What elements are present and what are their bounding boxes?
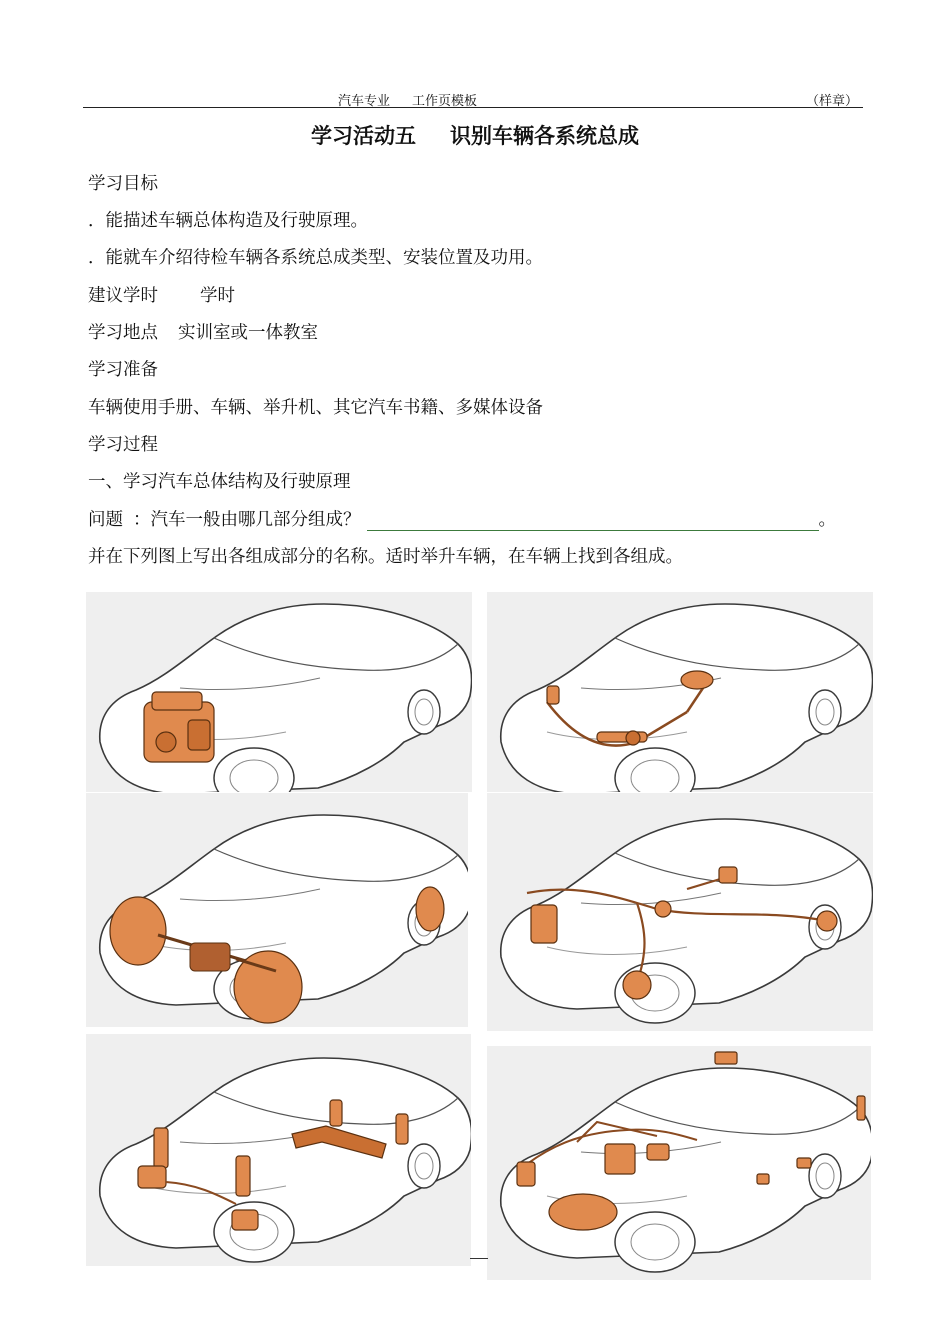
panel-drivetrain — [86, 793, 468, 1027]
prep-heading: 学习准备 — [88, 360, 158, 380]
instruction-text: 并在下列图上写出各组成部分的名称。适时举升车辆，在车辆上找到各组成。 — [88, 547, 683, 567]
electrical-diagram — [487, 1046, 871, 1280]
question-label: 问题 — [88, 510, 123, 530]
title-activity: 学习活动五 — [311, 124, 416, 148]
question-end: 。 — [818, 510, 836, 530]
panel-steering — [487, 592, 873, 792]
header-major: 汽车专业 — [338, 94, 391, 109]
header-divider — [83, 107, 863, 108]
panel-electrical — [487, 1046, 871, 1280]
process-heading: 学习过程 — [88, 435, 158, 455]
header-template: 工作页模板 — [412, 94, 478, 109]
header-sample-mark: （样章） — [806, 94, 859, 109]
braking-diagram — [487, 793, 873, 1031]
panel-braking — [487, 793, 873, 1031]
hours-label: 建议学时 — [88, 286, 158, 306]
goals-heading: 学习目标 — [88, 174, 158, 194]
footer-divider — [470, 1258, 488, 1259]
location-label: 学习地点 — [88, 323, 158, 343]
answer-blank[interactable] — [367, 513, 819, 531]
question-text: ：汽车一般由哪几部分组成？ — [133, 510, 361, 530]
title-topic: 识别车辆各系统总成 — [450, 124, 639, 148]
location-row — [88, 319, 318, 344]
page-title — [0, 120, 950, 150]
hours-value: 学时 — [200, 286, 235, 306]
location-value: 实训室或一体教室 — [178, 323, 318, 343]
steering-diagram — [487, 592, 873, 792]
suspension-diagram — [86, 1034, 471, 1266]
goal-item-2: ．能就车介绍待检车辆各系统总成类型、安装位置及功用。 — [88, 248, 543, 268]
engine-diagram — [86, 592, 472, 792]
panel-engine — [86, 592, 472, 792]
panel-suspension — [86, 1034, 471, 1266]
section-1-heading: 一、学习汽车总体结构及行驶原理 — [88, 472, 351, 492]
prep-content: 车辆使用手册、车辆、举升机、其它汽车书籍、多媒体设备 — [88, 398, 543, 418]
hours-row — [88, 282, 235, 307]
drivetrain-diagram — [86, 793, 468, 1027]
question-row — [88, 506, 836, 531]
goal-item-1: ．能描述车辆总体构造及行驶原理。 — [88, 211, 368, 231]
